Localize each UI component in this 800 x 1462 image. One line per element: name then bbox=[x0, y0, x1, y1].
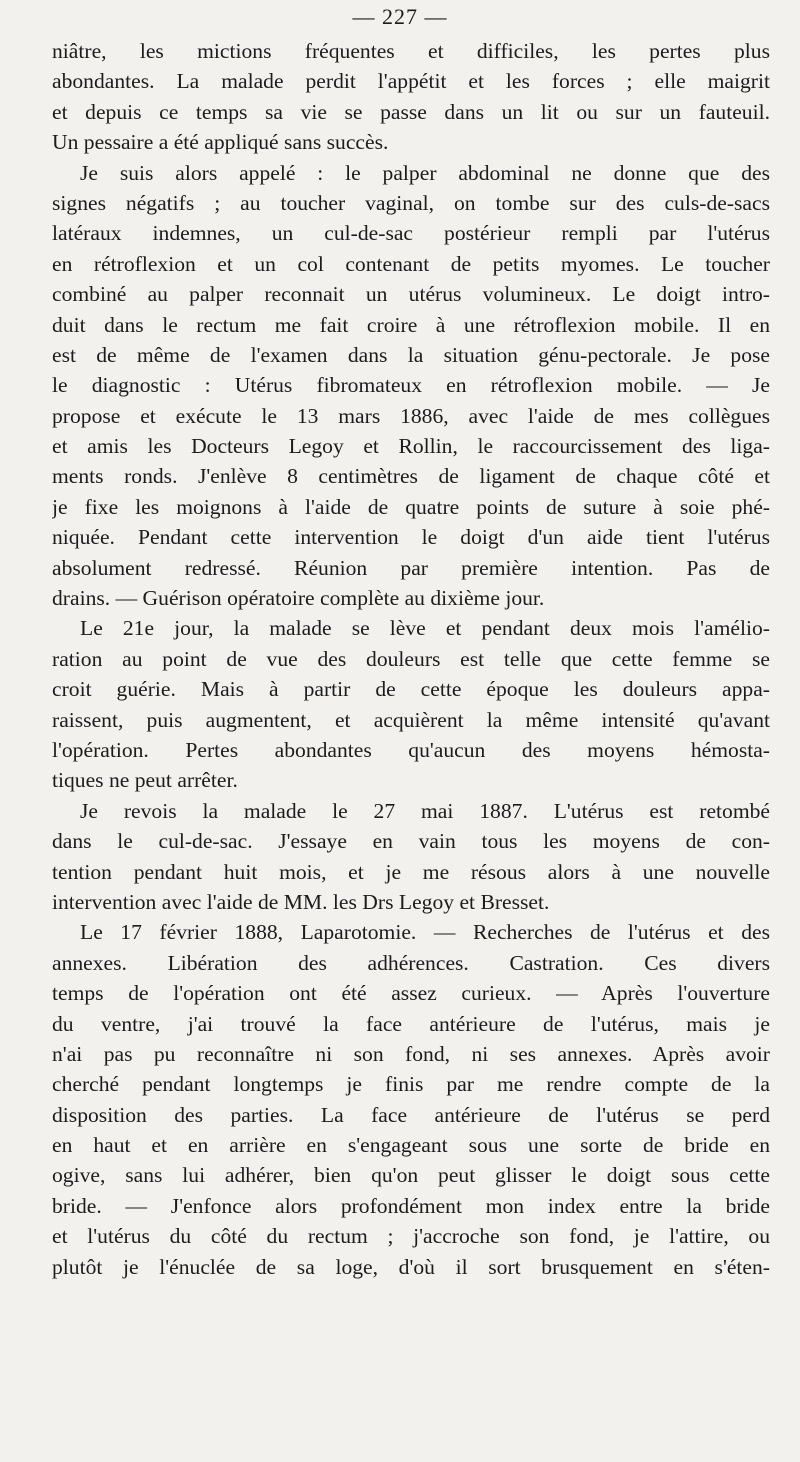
text-line: niâtre, les mictions fréquentes et difficiles, les pertes plus bbox=[52, 39, 770, 63]
text-line: annexes. Libération des adhérences. Castration. Ces divers bbox=[52, 950, 770, 975]
page-number: — 227 — bbox=[352, 4, 448, 29]
text-line: raissent, puis augmentent, et acquièrent la même intensité qu'avant bbox=[52, 707, 770, 732]
text-line: disposition des parties. La face antérieure de l'utérus se perd bbox=[52, 1102, 770, 1127]
text-line: l'opération. Pertes abondantes qu'aucun des moyens hémosta- bbox=[52, 737, 770, 762]
text-line: et depuis ce temps sa vie se passe dans un lit ou sur un fauteuil. bbox=[52, 99, 770, 124]
text-line: propose et exécute le 13 mars 1886, avec l'aide de mes collègues bbox=[52, 403, 770, 428]
text-line: duit dans le rectum me fait croire à une rétroflexion mobile. Il en bbox=[52, 312, 770, 337]
text-line: en rétroflexion et un col contenant de petits myomes. Le toucher bbox=[52, 251, 770, 276]
text-line: du ventre, j'ai trouvé la face antérieure de l'utérus, mais je bbox=[52, 1011, 770, 1036]
text-line: abondantes. La malade perdit l'appétit et les forces ; elle maigrit bbox=[52, 69, 770, 94]
text-line: absolument redressé. Réunion par première intention. Pas de bbox=[52, 555, 770, 580]
text-line: Un pessaire a été appliqué sans succès. bbox=[52, 130, 389, 155]
text-line: dans le cul-de-sac. J'essaye en vain tous les moyens de con- bbox=[52, 829, 770, 854]
text-line: signes négatifs ; au toucher vaginal, on tombe sur des culs-de-sacs bbox=[52, 190, 770, 215]
text-line: intervention avec l'aide de MM. les Drs Legoy et Bresset. bbox=[52, 889, 550, 914]
text-line: Je revois la malade le 27 mai 1887. L'utérus est retombé bbox=[80, 798, 770, 823]
text-line: ration au point de vue des douleurs est telle que cette femme se bbox=[52, 646, 770, 671]
text-line: Le 21e jour, la malade se lève et pendant deux mois l'amélio- bbox=[80, 616, 770, 641]
text-line: latéraux indemnes, un cul-de-sac postérieur rempli par l'utérus bbox=[52, 221, 770, 246]
body-text bbox=[52, 36, 770, 1282]
text-line: niquée. Pendant cette intervention le doigt d'un aide tient l'utérus bbox=[52, 525, 770, 550]
text-line: est de même de l'examen dans la situation génu-pectorale. Je pose bbox=[52, 342, 770, 367]
text-line: tiques ne peut arrêter. bbox=[52, 768, 238, 793]
text-line: tention pendant huit mois, et je me résous alors à une nouvelle bbox=[52, 859, 770, 884]
text-line: temps de l'opération ont été assez curieux. — Après l'ouverture bbox=[52, 981, 770, 1006]
text-line: ogive, sans lui adhérer, bien qu'on peut glisser le doigt sous cette bbox=[52, 1163, 770, 1188]
text-line: le diagnostic : Utérus fibromateux en rétroflexion mobile. — Je bbox=[52, 373, 770, 398]
text-line: combiné au palper reconnait un utérus volumineux. Le doigt intro- bbox=[52, 282, 770, 307]
text-line: je fixe les moignons à l'aide de quatre points de suture à soie phé- bbox=[52, 494, 770, 519]
text-line: Je suis alors appelé : le palper abdominal ne donne que des bbox=[80, 160, 770, 185]
text-line: plutôt je l'énuclée de sa loge, d'où il sort brusquement en s'éten- bbox=[52, 1254, 770, 1279]
text-line: en haut et en arrière en s'engageant sous une sorte de bride en bbox=[52, 1133, 770, 1158]
text-line: drains. — Guérison opératoire complète au dixième jour. bbox=[52, 586, 545, 611]
text-line: cherché pendant longtemps je finis par me rendre compte de la bbox=[52, 1072, 770, 1097]
text-line: et l'utérus du côté du rectum ; j'accroche son fond, je l'attire, ou bbox=[52, 1224, 770, 1249]
text-line: croit guérie. Mais à partir de cette époque les douleurs appa- bbox=[52, 677, 770, 702]
text-line: n'ai pas pu reconnaître ni son fond, ni ses annexes. Après avoir bbox=[52, 1041, 770, 1066]
text-line: Le 17 février 1888, Laparotomie. — Recherches de l'utérus et des bbox=[80, 920, 770, 945]
text-line: et amis les Docteurs Legoy et Rollin, le raccourcissement des liga- bbox=[52, 434, 770, 459]
text-line: bride. — J'enfonce alors profondément mon index entre la bride bbox=[52, 1193, 770, 1218]
text-line: ments ronds. J'enlève 8 centimètres de ligament de chaque côté et bbox=[52, 464, 770, 489]
